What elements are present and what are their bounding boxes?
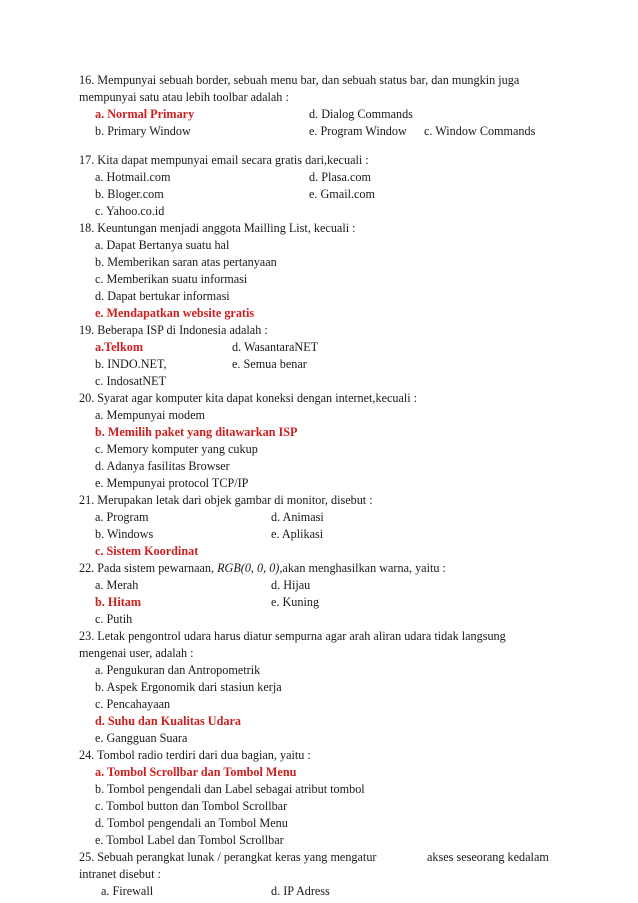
q21-option-c-answer: c. Sistem Koordinat bbox=[95, 544, 199, 558]
q20-option-c: c. Memory komputer yang cukup bbox=[95, 442, 258, 456]
question-20: 20. Syarat agar komputer kita dapat koneksi dengan internet,kecuali : bbox=[79, 391, 418, 405]
q24-option-c: c. Tombol button dan Tombol Scrollbar bbox=[95, 799, 288, 813]
q24-option-d: d. Tombol pengendali an Tombol Menu bbox=[95, 816, 288, 830]
q16-option-a-answer: a. Normal Primary bbox=[95, 107, 195, 121]
question-17: 17. Kita dapat mempunyai email secara gratis dari,kecuali : bbox=[79, 153, 369, 167]
q22-text-post: akan menghasilkan warna, yaitu : bbox=[282, 561, 446, 575]
question-22 bbox=[79, 561, 446, 576]
q17-option-b: b. Bloger.com bbox=[95, 187, 164, 201]
q20-option-e: e. Mempunyai protocol TCP/IP bbox=[95, 476, 249, 490]
q23-option-e: e. Gangguan Suara bbox=[95, 731, 188, 745]
question-23-line-1: 23. Letak pengontrol udara harus diatur sempurna agar arah aliran udara tidak langsung bbox=[79, 629, 506, 643]
q23-option-a: a. Pengukuran dan Antropometrik bbox=[95, 663, 261, 677]
q19-option-b: b. INDO.NET, bbox=[95, 357, 167, 371]
q18-option-e-answer: e. Mendapatkan website gratis bbox=[95, 306, 255, 320]
q20-option-b-answer: b. Memilih paket yang ditawarkan ISP bbox=[95, 425, 298, 439]
q22-text-rgb: RGB(0, 0, 0), bbox=[217, 561, 283, 575]
q16-option-b: b. Primary Window bbox=[95, 124, 191, 138]
q16-option-d: d. Dialog Commands bbox=[309, 107, 413, 121]
question-25-line-1b: akses seseorang kedalam bbox=[427, 850, 549, 864]
q22-text-pre: 22. Pada sistem pewarnaan, bbox=[79, 561, 218, 575]
question-16-line-2: mempunyai satu atau lebih toolbar adalah : bbox=[79, 90, 289, 104]
q22-option-d: d. Hijau bbox=[271, 578, 311, 592]
q18-option-c: c. Memberikan suatu informasi bbox=[95, 272, 248, 286]
q18-option-b: b. Memberikan saran atas pertanyaan bbox=[95, 255, 277, 269]
q19-option-e: e. Semua benar bbox=[232, 357, 307, 371]
q23-option-b: b. Aspek Ergonomik dari stasiun kerja bbox=[95, 680, 282, 694]
q19-option-d: d. WasantaraNET bbox=[232, 340, 319, 354]
q17-option-e: e. Gmail.com bbox=[309, 187, 375, 201]
q20-option-d: d. Adanya fasilitas Browser bbox=[95, 459, 230, 473]
question-19: 19. Beberapa ISP di Indonesia adalah : bbox=[79, 323, 268, 337]
q25-option-a: a. Firewall bbox=[101, 884, 154, 898]
q17-option-a: a. Hotmail.com bbox=[95, 170, 171, 184]
question-25-line-2: intranet disebut : bbox=[79, 867, 161, 881]
q17-option-d: d. Plasa.com bbox=[309, 170, 371, 184]
q18-option-d: d. Dapat bertukar informasi bbox=[95, 289, 230, 303]
q21-option-b: b. Windows bbox=[95, 527, 154, 541]
q19-option-a-answer: a.Telkom bbox=[95, 340, 143, 354]
q24-option-e: e. Tombol Label dan Tombol Scrollbar bbox=[95, 833, 284, 847]
q16-option-c: c. Window Commands bbox=[424, 124, 536, 138]
q22-option-e: e. Kuning bbox=[271, 595, 320, 609]
q22-option-b-answer: b. Hitam bbox=[95, 595, 142, 609]
q20-option-a: a. Mempunyai modem bbox=[95, 408, 206, 422]
q21-option-e: e. Aplikasi bbox=[271, 527, 324, 541]
q17-option-c: c. Yahoo.co.id bbox=[95, 204, 165, 218]
question-21: 21. Merupakan letak dari objek gambar di monitor, disebut : bbox=[79, 493, 373, 507]
question-24: 24. Tombol radio terdiri dari dua bagian, yaitu : bbox=[79, 748, 311, 762]
q16-option-e: e. Program Window bbox=[309, 124, 407, 138]
q18-option-a: a. Dapat Bertanya suatu hal bbox=[95, 238, 230, 252]
q21-option-a: a. Program bbox=[95, 510, 149, 524]
question-16-line-1: 16. Mempunyai sebuah border, sebuah menu bar, dan sebuah status bar, dan mungkin juga bbox=[79, 73, 520, 87]
q24-option-a-answer: a. Tombol Scrollbar dan Tombol Menu bbox=[95, 765, 297, 779]
q22-option-a: a. Merah bbox=[95, 578, 139, 592]
q25-option-d: d. IP Adress bbox=[271, 884, 330, 898]
q24-option-b: b. Tombol pengendali dan Label sebagai atribut tombol bbox=[95, 782, 365, 796]
question-25-line-1a: 25. Sebuah perangkat lunak / perangkat keras yang mengatur bbox=[79, 850, 377, 864]
q21-option-d: d. Animasi bbox=[271, 510, 324, 524]
q23-option-d-answer: d. Suhu dan Kualitas Udara bbox=[95, 714, 241, 728]
q19-option-c: c. IndosatNET bbox=[95, 374, 167, 388]
question-23-line-2: mengenai user, adalah : bbox=[79, 646, 194, 660]
q23-option-c: c. Pencahayaan bbox=[95, 697, 171, 711]
question-18: 18. Keuntungan menjadi anggota Mailling List, kecuali : bbox=[79, 221, 356, 235]
q22-option-c: c. Putih bbox=[95, 612, 133, 626]
